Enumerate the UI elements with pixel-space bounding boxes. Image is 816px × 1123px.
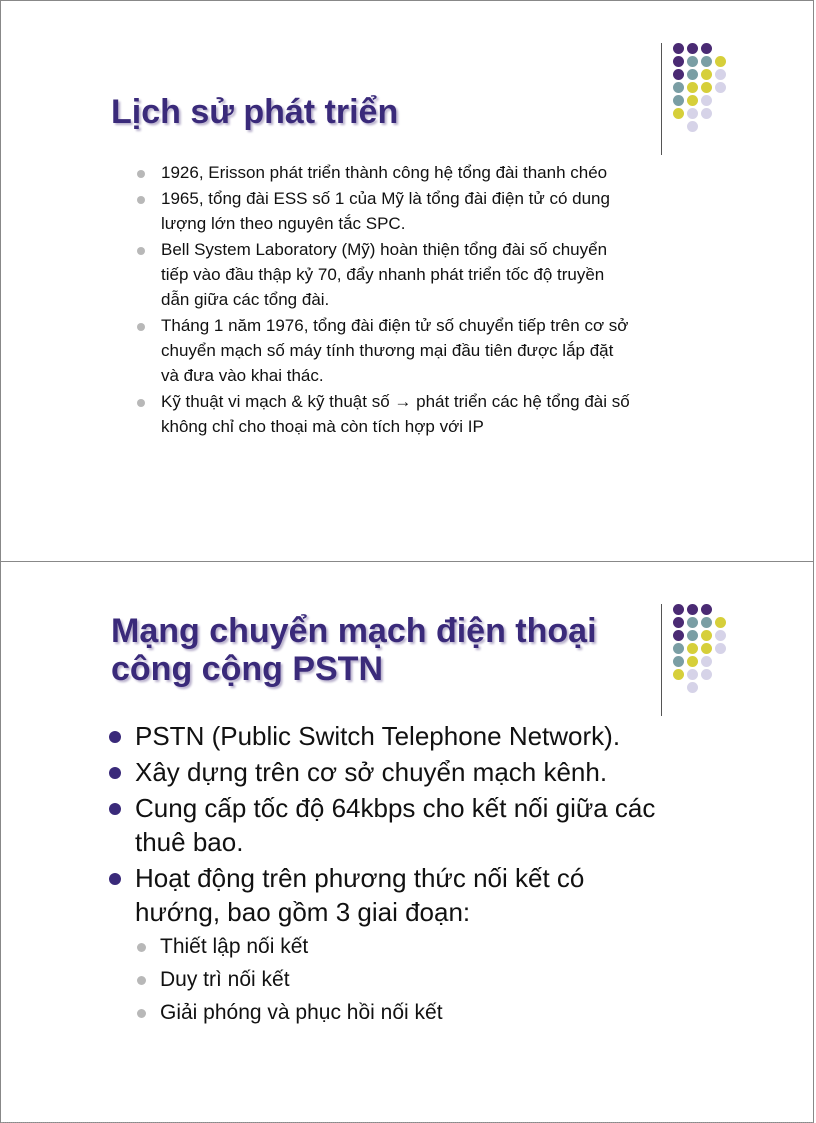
bullet-list: [137, 160, 757, 440]
list-item: Cung cấp tốc độ 64kbps cho kết nối giữa các thuê bao.: [109, 791, 749, 859]
divider-line: [661, 43, 662, 155]
list-item: 1926, Erisson phát triển thành công hệ tổng đài thanh chéo: [137, 160, 757, 185]
slide-title: Lịch sử phát triển: [111, 93, 399, 131]
sub-list-item: Duy trì nối kết: [109, 964, 749, 995]
list-item: Bell System Laboratory (Mỹ) hoàn thiện tổng đài số chuyển tiếp vào đầu thập kỷ 70, đẩy nhanh phát triển tốc độ truyền dẫn giữa các tổng đài.: [137, 237, 757, 312]
slide-title: [111, 612, 597, 688]
list-item: 1965, tổng đài ESS số 1 của Mỹ là tổng đài điện tử có dung lượng lớn theo nguyên tắc SPC.: [137, 186, 757, 236]
list-item: Xây dựng trên cơ sở chuyển mạch kênh.: [109, 755, 749, 789]
title-line: công cộng PSTN: [111, 650, 383, 688]
list-item: Tháng 1 năm 1976, tổng đài điện tử số chuyển tiếp trên cơ sở chuyển mạch số máy tính thương mại đầu tiên được lắp đặt và đưa vào khai thác.: [137, 313, 757, 388]
list-item: PSTN (Public Switch Telephone Network).: [109, 719, 749, 753]
list-item: Kỹ thuật vi mạch & kỹ thuật số → phát triển các hệ tổng đài số không chỉ cho thoại mà còn tích hợp với IP: [137, 389, 757, 439]
decorative-dots-icon: [673, 43, 743, 143]
divider-line: [661, 604, 662, 716]
decorative-dots-icon: [673, 604, 743, 704]
slide-1: [0, 0, 814, 562]
sub-list-item: Giải phóng và phục hồi nối kết: [109, 997, 749, 1028]
list-item: Hoạt động trên phương thức nối kết có hướng, bao gồm 3 giai đoạn:: [109, 861, 749, 929]
title-line: Mạng chuyển mạch điện thoại: [111, 612, 597, 650]
sub-list-item: Thiết lập nối kết: [109, 931, 749, 962]
bullet-list: [109, 719, 749, 1030]
slide-2: [0, 561, 814, 1123]
